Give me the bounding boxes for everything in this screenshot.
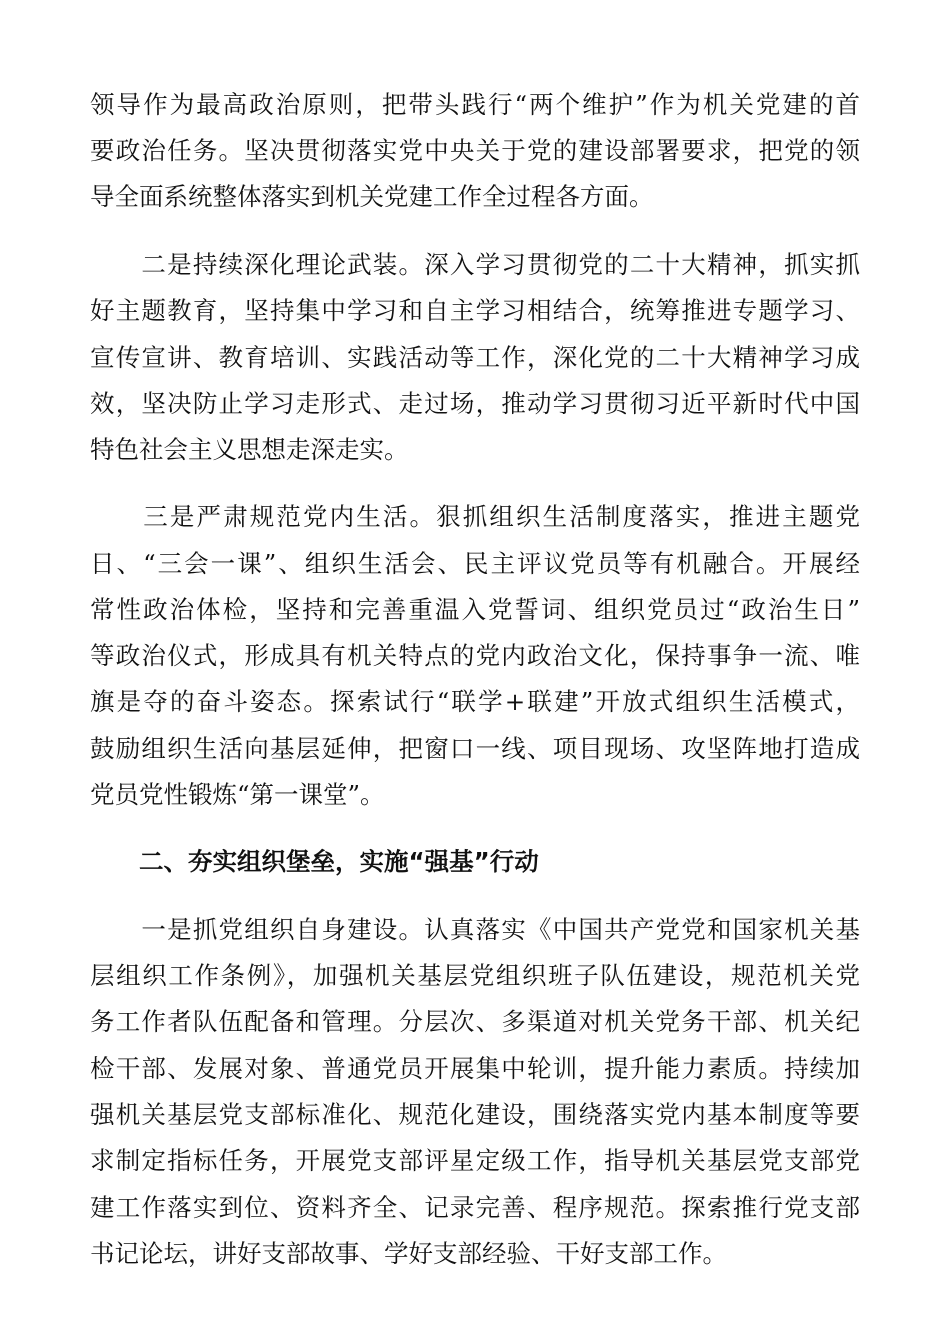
paragraph-line: 三是严肃规范党内生活。狠抓组织生活制度落实，推进主题党 (90, 502, 860, 531)
paragraph-line: 强机关基层党支部标准化、规范化建设，围绕落实党内基本制度等要 (90, 1100, 860, 1129)
paragraph-line: 特色社会主义思想走深走实。 (90, 435, 409, 464)
paragraph-line: 效，坚决防止学习走形式、走过场，推动学习贯彻习近平新时代中国 (90, 389, 860, 418)
paragraph-line: 导全面系统整体落实到机关党建工作全过程各方面。 (90, 182, 654, 211)
section-heading: 二、夯实组织堡垒，实施“强基”行动 (90, 847, 539, 876)
paragraph-line: 旗是夺的奋斗姿态。探索试行“联学+联建”开放式组织生活模式， (90, 687, 860, 716)
paragraph-line: 常性政治体检，坚持和完善重温入党誓词、组织党员过“政治生日” (90, 595, 860, 624)
paragraph-line: 书记论坛，讲好支部故事、学好支部经验、干好支部工作。 (90, 1239, 727, 1268)
paragraph-line: 二是持续深化理论武装。深入学习贯彻党的二十大精神，抓实抓 (90, 250, 860, 279)
paragraph-line: 领导作为最高政治原则，把带头践行“两个维护”作为机关党建的首 (90, 90, 860, 119)
paragraph-line: 好主题教育，坚持集中学习和自主学习相结合，统筹推进专题学习、 (90, 296, 860, 325)
paragraph-line: 务工作者队伍配备和管理。分层次、多渠道对机关党务干部、机关纪 (90, 1007, 860, 1036)
paragraph-line: 求制定指标任务，开展党支部评星定级工作，指导机关基层党支部党 (90, 1146, 860, 1175)
paragraph-line: 宣传宣讲、教育培训、实践活动等工作，深化党的二十大精神学习成 (90, 343, 860, 372)
paragraph-line: 党员党性锻炼“第一课堂”。 (90, 780, 385, 809)
paragraph-line: 建工作落实到位、资料齐全、记录完善、程序规范。探索推行党支部 (90, 1193, 860, 1222)
paragraph-line: 要政治任务。坚决贯彻落实党中央关于党的建设部署要求，把党的领 (90, 136, 860, 165)
paragraph-line: 检干部、发展对象、普通党员开展集中轮训，提升能力素质。持续加 (90, 1054, 860, 1083)
paragraph-line: 等政治仪式，形成具有机关特点的党内政治文化，保持事争一流、唯 (90, 641, 860, 670)
paragraph-line: 一是抓党组织自身建设。认真落实《中国共产党党和国家机关基 (90, 915, 860, 944)
paragraph-line: 鼓励组织生活向基层延伸，把窗口一线、项目现场、攻坚阵地打造成 (90, 734, 860, 763)
paragraph-line: 层组织工作条例》，加强机关基层党组织班子队伍建设，规范机关党 (90, 961, 860, 990)
paragraph-line: 日、“三会一课”、组织生活会、民主评议党员等有机融合。开展经 (90, 549, 860, 578)
